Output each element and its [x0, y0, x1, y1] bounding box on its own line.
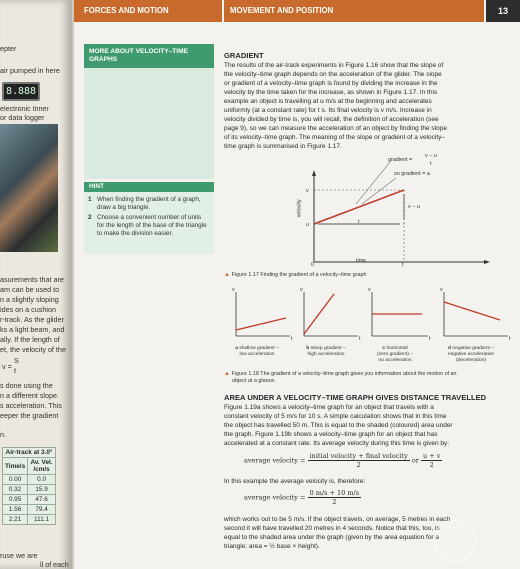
so-gradient-label: so gradient = a: [394, 171, 430, 177]
v-label: v: [306, 188, 309, 194]
hint-number: 1: [88, 196, 92, 203]
panel-b-v: v: [300, 287, 303, 293]
equation-lhs: average velocity =: [244, 456, 306, 465]
table-row: [3, 515, 56, 525]
hint-number: 2: [88, 214, 92, 221]
body-line: uniformly (at a constant rate) for t s. Its final velocity is v m/s. Increase in: [224, 107, 432, 114]
left-text-line: electronic timer: [0, 104, 49, 113]
t-base-label: t: [358, 219, 360, 225]
caption-text: Figure 1.17 Finding the gradient of a velocity–time graph: [231, 272, 367, 278]
denominator: 2: [332, 498, 337, 506]
air-track-table: [2, 447, 56, 525]
body-line: accelerated at a constant rate. Its average velocity during this time is given by:: [224, 440, 450, 447]
body-line: or gradient of a velocity–time graph is found by dividing the increase in the: [224, 80, 438, 87]
figure-1-17: [294, 152, 494, 272]
table-row: [3, 475, 56, 485]
panel-letter: d: [448, 346, 452, 351]
left-text-line: r-track. As the glider: [0, 315, 64, 324]
panel-a-t: t: [291, 336, 293, 342]
figure-1-18-caption-2: object at a glance.: [232, 378, 276, 384]
panel-letter: b: [306, 346, 310, 351]
table-cell: 1.56: [3, 505, 28, 515]
panel-caption: [292, 346, 360, 358]
watermark-stamp: [434, 520, 476, 562]
body-line: the object has travelled 50 m. This is equal to the shaded (coloured) area under: [224, 422, 453, 429]
air-track-photo: [0, 124, 58, 252]
table-cell: 15.9: [28, 485, 56, 495]
panel-caption-text: steep gradient –: [310, 346, 346, 351]
body-line: example an object is travelling at u m/s at the beginning and accelerates: [224, 98, 432, 105]
gradient-label: gradient =: [388, 157, 413, 163]
equation-example: [244, 489, 361, 506]
equation-lhs: average velocity =: [244, 493, 306, 502]
origin-label: 0: [311, 262, 314, 268]
table-cell: 0.0: [28, 475, 56, 485]
body-line: of its velocity–time graph. The meaning of the slope or gradient of a velocity–: [224, 134, 446, 141]
left-formula-t: t: [14, 366, 16, 375]
table-cell: 79.4: [28, 505, 56, 515]
hint-text: When finding the gradient of a graph, draw a big triangle.: [97, 196, 201, 211]
fraction: [308, 452, 410, 469]
left-text-line: ruse we are: [0, 551, 38, 560]
body-line: The results of the air-track experiments in Figure 1.16 show that the slope of: [224, 62, 444, 69]
body-line: constant velocity of 5 m/s for 10 s. A simple calculation shows that in this time: [224, 413, 447, 420]
panel-caption-text: negative gradient –: [452, 346, 494, 351]
left-text-line: et, the velocity of the: [0, 345, 66, 354]
x-axis-label: time: [356, 258, 367, 264]
panel-d: [444, 292, 508, 336]
left-text-line: asurements that are: [0, 275, 64, 284]
left-text-line: epter: [0, 44, 17, 53]
hint-title: HINT: [84, 182, 214, 192]
fraction: [421, 452, 442, 469]
table-cell: 0.00: [3, 475, 28, 485]
panel-d-t: t: [509, 336, 511, 342]
y-axis-label: velocity: [296, 199, 303, 218]
panel-b: [304, 292, 358, 336]
panel-caption-text: no acceleration: [378, 358, 412, 363]
denominator: 2: [429, 461, 434, 469]
chapter-title: MOVEMENT AND POSITION: [224, 0, 484, 22]
body-line: second it will have travelled 20 metres in 4 seconds. Notice that this, too, is: [224, 525, 440, 532]
left-text-line: s acceleration. This: [0, 401, 62, 410]
left-text-line: ides on a cushion: [0, 305, 56, 314]
panel-caption-text: high acceleration: [307, 352, 345, 357]
page-number: 13: [486, 0, 520, 22]
left-text-line: or data logger: [0, 113, 45, 122]
panel-letter: c: [382, 346, 386, 351]
body-line: the graph. Figure 1.19b shows a velocity–time graph for an object that has: [224, 431, 438, 438]
timer-display: 8.888: [2, 82, 40, 101]
left-text-line: n a slightly sloping: [0, 295, 59, 304]
caption-text: Figure 1.18 The gradient of a velocity–time graph gives you information about the motion of an: [231, 371, 457, 377]
body-line: equal to the shaded area under the graph (given by the area equation for a: [224, 534, 440, 541]
left-text-line: n a different slope.: [0, 391, 60, 400]
rise-label: v − u: [408, 204, 420, 210]
body-line: triangle: area = ½ base × height).: [224, 543, 320, 550]
numerator: u + v: [422, 452, 441, 460]
textbook-page: [74, 0, 520, 569]
panel-a-v: v: [232, 287, 235, 293]
table-cell: 2.21: [3, 515, 28, 525]
panel-caption: [430, 346, 512, 364]
left-page: [0, 0, 72, 569]
left-text-line: ks a light beam, and: [0, 325, 65, 334]
table-header: Av. Vel. /cm/s: [28, 458, 56, 475]
panel-caption-text: low acceleration: [239, 352, 275, 357]
panel-c: [372, 292, 428, 336]
table-title: Air-track at 3.0°: [3, 448, 56, 458]
left-formula-v: v =: [2, 362, 12, 371]
table-header: Time/s: [3, 458, 28, 475]
body-line: velocity divided by time is, you will recall, the definition of acceleration (see: [224, 116, 439, 123]
panel-caption-text: (zero gradient) –: [377, 352, 413, 357]
panel-caption-text: shallow gradient –: [239, 346, 279, 351]
figure-1-18-caption: ▲ Figure 1.18 The gradient of a velocity–time graph gives you information about the motion of an: [224, 371, 457, 377]
panel-c-t: t: [429, 336, 431, 342]
panel-caption-text: horizontal: [386, 346, 408, 351]
numerator: 0 m/s + 10 m/s: [309, 489, 360, 497]
left-text-line: eeper the gradient: [0, 411, 59, 420]
body-line: the velocity–time graph depends on the acceleration of the glider. The slope: [224, 71, 442, 78]
body-line: Figure 1.19a shows a velocity–time graph for an object that travels with a: [224, 404, 434, 411]
left-text-line: s done using the: [0, 381, 53, 390]
section-title: FORCES AND MOTION: [74, 0, 222, 22]
equation-or: or: [411, 456, 419, 465]
panel-caption-text: negative acceleration: [447, 352, 495, 357]
left-text-line: n.: [0, 430, 6, 439]
x-axis-arrow: [484, 260, 490, 264]
table-row: [3, 485, 56, 495]
figure-1-17-caption: ▲ Figure 1.17 Finding the gradient of a velocity–time graph: [224, 272, 367, 278]
table-cell: 111.1: [28, 515, 56, 525]
page-header: [74, 0, 520, 22]
left-text-line: ally. If the length of: [0, 335, 60, 344]
table-cell: 0.95: [3, 495, 28, 505]
panel-letter: a: [235, 346, 238, 351]
panel-a: [236, 292, 290, 336]
panel-caption: [224, 346, 290, 358]
area-heading: AREA UNDER A VELOCITY–TIME GRAPH GIVES DISTANCE TRAVELLED: [224, 393, 487, 402]
t-axis-label: t: [402, 262, 404, 268]
denominator: 2: [356, 461, 361, 469]
left-text-line: am can be used to: [0, 285, 60, 294]
body-line: time graph is summarised in Figure 1.17.: [224, 143, 342, 150]
table-row: [3, 505, 56, 515]
left-text-line: air pumped in here: [0, 66, 60, 75]
table-row: [3, 495, 56, 505]
left-formula-s: S: [14, 356, 19, 365]
left-text-line: ll of each: [40, 560, 69, 569]
u-label: u: [306, 222, 309, 228]
panel-b-t: t: [359, 336, 361, 342]
panel-caption: [362, 346, 428, 364]
y-axis-arrow: [312, 170, 316, 176]
numerator: initial velocity + final velocity: [309, 452, 408, 460]
panel-caption-text: (deceleration): [456, 358, 486, 363]
equation-average-velocity: [244, 452, 442, 469]
hint-text: Choose a convenient number of units for the length of the base of the triangle to make the division easier.: [97, 214, 207, 237]
body-line: In this example the average velocity is, therefore:: [224, 478, 366, 485]
gradient-frac-den: t: [430, 161, 432, 167]
body-line: which works out to be 5 m/s. If the object travels, on average, 5 metres in each: [224, 516, 451, 523]
table-cell: 0.32: [3, 485, 28, 495]
gradient-frac-num: v − u: [425, 153, 437, 159]
panel-d-v: v: [440, 287, 443, 293]
body-line: velocity by the time taken for the increase, as shown in Figure 1.17. In this: [224, 89, 438, 96]
fraction: [308, 489, 362, 506]
figure-1-18: [224, 286, 520, 344]
panel-c-v: v: [368, 287, 371, 293]
table-cell: 47.6: [28, 495, 56, 505]
sidebar-title: MORE ABOUT VELOCITY–TIME GRAPHS: [84, 44, 214, 68]
gradient-heading: GRADIENT: [224, 51, 264, 60]
body-line: page 9), so we can measure the acceleration of an object by finding the slope: [224, 125, 447, 132]
